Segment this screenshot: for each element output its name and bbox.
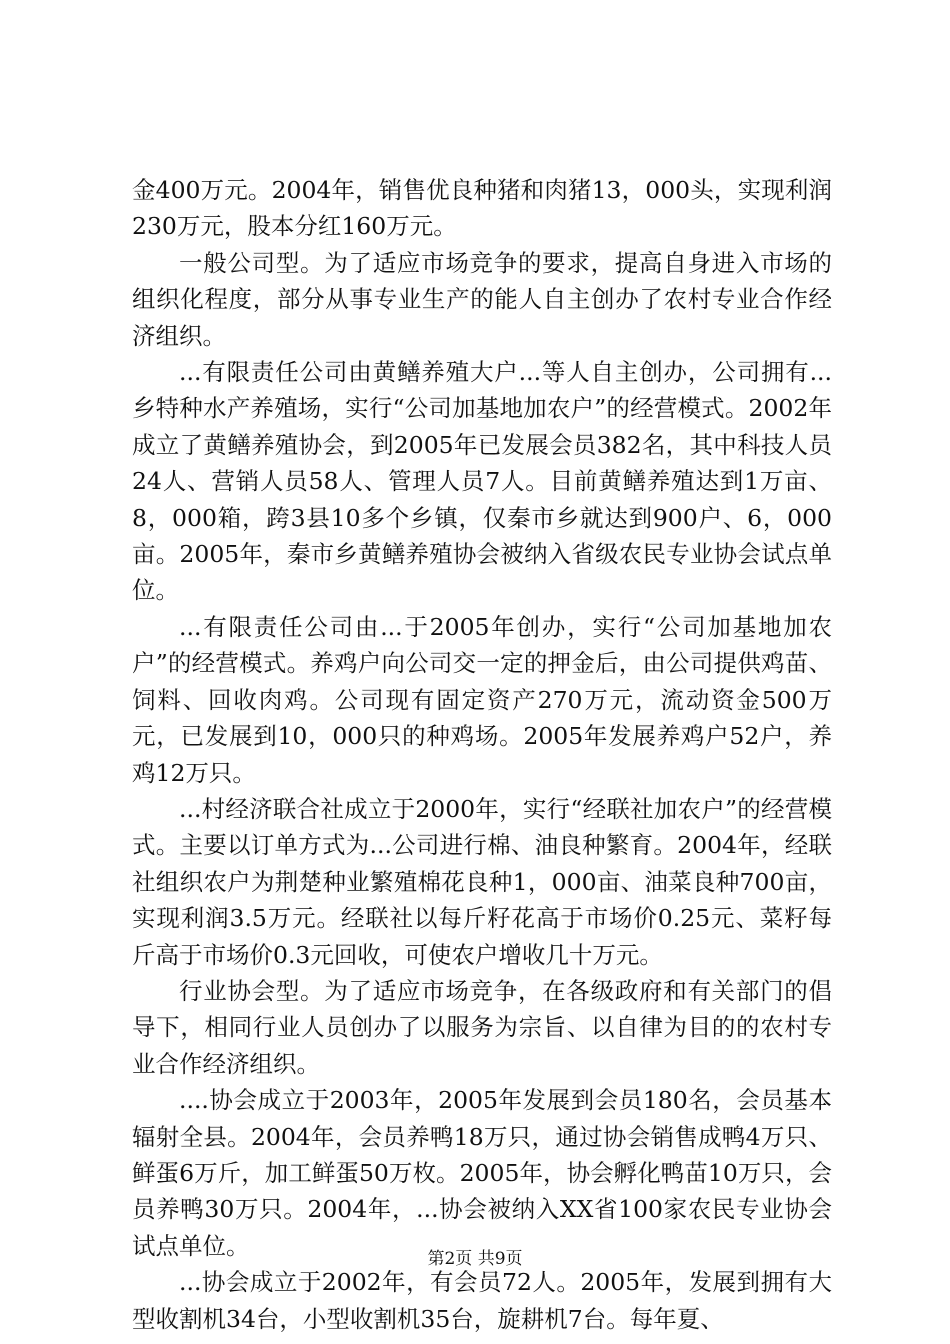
paragraph-5: ...村经济联合社成立于2000年，实行“经联社加农户”的经营模式。主要以订单方式为...公司进行棉、油良种繁育。2004年，经联社组织农户为荆楚种业繁殖棉花良种1，000亩、油菜良种700亩，实现利润3.5万元。经联社以每斤籽花高于市场价0.25元、菜籽每斤高于市场价0.3元回收，可使农户增收几十万元。 [132,794,832,969]
paragraph-4: ...有限责任公司由...于2005年创办，实行“公司加基地加农户”的经营模式。养鸡户向公司交一定的押金后，由公司提供鸡苗、饲料、回收肉鸡。公司现有固定资产270万元，流动资金500万元，已发展到10，000只的种鸡场。2005年发展养鸡户52户，养鸡12万只。 [132,612,832,787]
paragraph-8: ...协会成立于2002年，有会员72人。2005年，发展到拥有大型收割机34台，小型收割机35台，旋耕机7台。每年夏、 [132,1268,832,1333]
paragraph-1: 金400万元。2004年，销售优良种猪和肉猪13，000头，实现利润230万元，股本分红160万元。 [132,176,832,241]
paragraph-7: ....协会成立于2003年，2005年发展到会员180名，会员基本辐射全县。2004年，会员养鸭18万只，通过协会销售成鸭4万只、鲜蛋6万斤，加工鲜蛋50万枚。2005年，协会孵化鸭苗10万只，会员养鸭30万只。2004年，...协会被纳入XX省100家农民专业协会试点单位。 [132,1086,832,1260]
paragraph-2: 一般公司型。为了适应市场竞争的要求，提高自身进入市场的组织化程度，部分从事专业生产的能人自主创办了农村专业合作经济组织。 [132,248,832,350]
paragraph-3: ...有限责任公司由黄鳝养殖大户...等人自主创办，公司拥有...乡特种水产养殖场，实行“公司加基地加农户”的经营模式。2002年成立了黄鳝养殖协会，到2005年已发展会员382名，其中科技人员24人、营销人员58人、管理人员7人。目前黄鳝养殖达到1万亩、8，000箱，跨3县10多个乡镇，仅秦市乡就达到900户、6，000亩。2005年，秦市乡黄鳝养殖协会被纳入省级农民专业协会试点单位。 [132,358,832,605]
body-text [132,172,832,1337]
page-footer: 第2页 共9页 [427,1249,523,1269]
paragraph-6: 行业协会型。为了适应市场竞争，在各级政府和有关部门的倡导下，相同行业人员创办了以服务为宗旨、以自律为目的的农村专业合作经济组织。 [132,976,832,1078]
